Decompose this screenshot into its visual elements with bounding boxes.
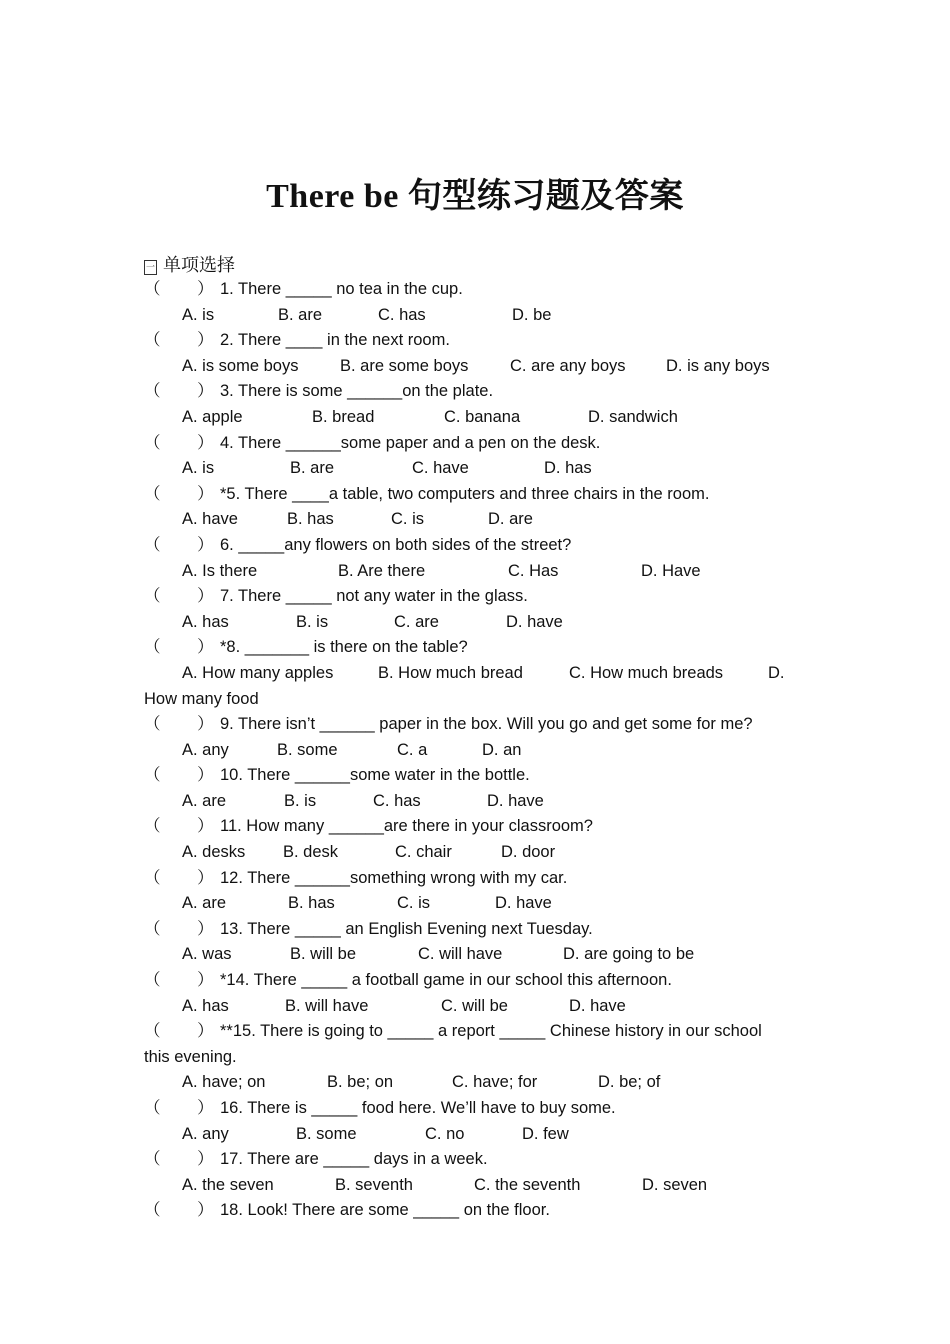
option-a[interactable]: A. has bbox=[182, 996, 229, 1015]
question-text: *8. _______ is there on the table? bbox=[220, 638, 468, 657]
options-row bbox=[144, 354, 804, 380]
option-a[interactable]: A. is some boys bbox=[182, 356, 299, 375]
question-list bbox=[144, 277, 804, 1224]
question-text: 17. There are _____ days in a week. bbox=[220, 1150, 488, 1169]
answer-blank: （ ） bbox=[144, 587, 214, 606]
option-c[interactable]: C. Has bbox=[508, 561, 559, 580]
answer-blank: （ ） bbox=[144, 638, 214, 657]
option-a[interactable]: A. is bbox=[182, 459, 215, 478]
option-b[interactable]: B. Are there bbox=[338, 561, 426, 580]
option-a[interactable]: A. any bbox=[182, 1124, 229, 1143]
option-d[interactable]: D. are going to be bbox=[563, 945, 695, 964]
option-c[interactable]: C. are any boys bbox=[510, 356, 626, 375]
option-b[interactable]: B. is bbox=[296, 612, 329, 631]
option-d[interactable]: D. few bbox=[522, 1124, 569, 1143]
question-text: 9. There isn’t ______ paper in the box. Will you go and get some for me? bbox=[220, 715, 753, 734]
option-d[interactable]: D. are bbox=[488, 510, 533, 529]
option-d[interactable]: D. be; of bbox=[598, 1073, 661, 1092]
question-stem-12 bbox=[144, 866, 804, 892]
option-b[interactable]: B. are bbox=[290, 459, 335, 478]
answer-blank: （ ） bbox=[144, 1022, 214, 1041]
option-c[interactable]: C. has bbox=[378, 305, 426, 324]
question-text: 12. There ______something wrong with my car. bbox=[220, 868, 568, 887]
option-b[interactable]: B. bread bbox=[312, 407, 375, 426]
option-c[interactable]: C. are bbox=[394, 612, 439, 631]
question-stem-8 bbox=[144, 635, 804, 661]
question-text: 1. There _____ no tea in the cup. bbox=[220, 280, 463, 298]
question-stem-18 bbox=[144, 1198, 804, 1224]
option-b[interactable]: B. desk bbox=[283, 843, 339, 862]
option-c[interactable]: C. will be bbox=[441, 996, 508, 1015]
question-stem-4 bbox=[144, 431, 804, 457]
question-text: 6. _____any flowers on both sides of the street? bbox=[220, 535, 572, 554]
options-row bbox=[144, 610, 804, 636]
options-row bbox=[144, 789, 804, 815]
option-b[interactable]: B. some bbox=[277, 740, 338, 759]
option-d[interactable]: D. bbox=[768, 663, 785, 682]
option-c[interactable]: C. banana bbox=[444, 407, 521, 426]
options-row bbox=[144, 661, 804, 687]
option-a[interactable]: A. has bbox=[182, 612, 229, 631]
option-c[interactable]: C. no bbox=[425, 1124, 465, 1143]
option-d[interactable]: D. is any boys bbox=[666, 356, 770, 375]
answer-blank: （ ） bbox=[144, 817, 214, 836]
option-b[interactable]: B. are bbox=[278, 305, 323, 324]
question-stem-14 bbox=[144, 968, 804, 994]
option-b[interactable]: B. has bbox=[287, 510, 334, 529]
question-text: 7. There _____ not any water in the glass. bbox=[220, 587, 528, 606]
option-a[interactable]: A. are bbox=[182, 894, 227, 913]
answer-blank: （ ） bbox=[144, 382, 214, 401]
option-a[interactable]: A. are bbox=[182, 791, 227, 810]
page-title: There be 句型练习题及答案 bbox=[266, 178, 684, 215]
options-row bbox=[144, 840, 804, 866]
option-a[interactable]: A. How many apples bbox=[182, 663, 334, 682]
option-c[interactable]: C. How much breads bbox=[569, 663, 724, 682]
option-a[interactable]: A. have bbox=[182, 510, 238, 529]
answer-blank: （ ） bbox=[144, 484, 214, 503]
answer-blank: （ ） bbox=[144, 1099, 214, 1117]
question-text: 4. There ______some paper and a pen on the desk. bbox=[220, 433, 601, 452]
answer-blank: （ ） bbox=[144, 919, 214, 938]
answer-blank: （ ） bbox=[144, 535, 214, 554]
question-text: *5. There ____a table, two computers and three chairs in the room. bbox=[220, 484, 710, 503]
option-c[interactable]: C. chair bbox=[395, 843, 452, 862]
options-row bbox=[144, 405, 804, 431]
option-c[interactable]: C. will have bbox=[418, 945, 503, 964]
option-b[interactable]: B. some bbox=[296, 1124, 357, 1143]
options-row bbox=[144, 738, 804, 764]
options-row bbox=[144, 456, 804, 482]
answer-blank: （ ） bbox=[144, 971, 214, 990]
option-c[interactable]: C. have bbox=[412, 459, 469, 478]
option-a[interactable]: A. the seven bbox=[182, 1175, 274, 1194]
question-stem-9 bbox=[144, 712, 804, 738]
question-stem-3 bbox=[144, 379, 804, 405]
question-text: 10. There ______some water in the bottle. bbox=[220, 766, 530, 785]
question-stem-5 bbox=[144, 482, 804, 508]
option-a[interactable]: A. was bbox=[182, 945, 232, 964]
question-stem-10 bbox=[144, 763, 804, 789]
options-row bbox=[144, 1173, 804, 1199]
question-text: 2. There ____ in the next room. bbox=[220, 331, 450, 350]
question-stem-7 bbox=[144, 584, 804, 610]
option-d[interactable]: D. have bbox=[506, 612, 563, 631]
options-row bbox=[144, 559, 804, 585]
options-row bbox=[144, 507, 804, 533]
options-row bbox=[144, 1122, 804, 1148]
option-c[interactable]: C. the seventh bbox=[474, 1175, 581, 1194]
option-d[interactable]: D. door bbox=[501, 843, 556, 862]
question-text: 3. There is some ______on the plate. bbox=[220, 382, 494, 401]
answer-blank: （ ） bbox=[144, 331, 214, 350]
option-wrap: How many food bbox=[144, 689, 259, 708]
option-d[interactable]: D. be bbox=[512, 305, 552, 324]
option-d[interactable]: D. sandwich bbox=[588, 407, 678, 426]
option-d[interactable]: D. has bbox=[544, 459, 592, 478]
answer-blank: （ ） bbox=[144, 433, 214, 452]
question-text: 16. There is _____ food here. We’ll have to buy some. bbox=[220, 1099, 616, 1117]
option-a[interactable]: A. have; on bbox=[182, 1073, 266, 1092]
answer-blank: （ ） bbox=[144, 280, 214, 298]
option-a[interactable]: A. any bbox=[182, 740, 229, 759]
section-label: 单项选择 bbox=[163, 255, 235, 275]
question-text-wrap: this evening. bbox=[144, 1047, 237, 1066]
options-row bbox=[144, 1070, 804, 1096]
option-c[interactable]: C. is bbox=[397, 894, 430, 913]
option-d[interactable]: D. have bbox=[569, 996, 626, 1015]
option-b[interactable]: B. are some boys bbox=[340, 356, 469, 375]
options-row bbox=[144, 303, 804, 329]
option-b[interactable]: B. How much bread bbox=[378, 663, 523, 682]
option-b[interactable]: B. seventh bbox=[335, 1175, 413, 1194]
option-d[interactable]: D. have bbox=[487, 791, 544, 810]
option-c[interactable]: C. is bbox=[391, 510, 424, 529]
option-b[interactable]: B. is bbox=[284, 791, 317, 810]
answer-blank: （ ） bbox=[144, 1201, 214, 1220]
option-a[interactable]: A. apple bbox=[182, 407, 243, 426]
question-stem-1 bbox=[144, 277, 804, 303]
option-b[interactable]: B. be; on bbox=[327, 1073, 394, 1092]
question-stem-16 bbox=[144, 1096, 804, 1122]
question-stem-6 bbox=[144, 533, 804, 559]
section-marker: 一 bbox=[144, 260, 157, 275]
option-a[interactable]: A. Is there bbox=[182, 561, 258, 580]
option-d[interactable]: D. seven bbox=[642, 1175, 708, 1194]
question-stem-11 bbox=[144, 814, 804, 840]
option-c[interactable]: C. has bbox=[373, 791, 421, 810]
option-b[interactable]: B. will be bbox=[290, 945, 357, 964]
options-row bbox=[144, 994, 804, 1020]
option-d[interactable]: D. Have bbox=[641, 561, 701, 580]
question-text: 13. There _____ an English Evening next Tuesday. bbox=[220, 919, 593, 938]
options-row bbox=[144, 891, 804, 917]
question-text: 11. How many ______are there in your classroom? bbox=[220, 817, 593, 836]
options-row bbox=[144, 942, 804, 968]
answer-blank: （ ） bbox=[144, 868, 214, 887]
question-stem-2 bbox=[144, 328, 804, 354]
question-stem-15 bbox=[144, 1019, 804, 1045]
answer-blank: （ ） bbox=[144, 766, 214, 785]
question-text: *14. There _____ a football game in our school this afternoon. bbox=[220, 971, 672, 990]
option-d[interactable]: D. have bbox=[495, 894, 552, 913]
option-b[interactable]: B. has bbox=[288, 894, 335, 913]
option-b[interactable]: B. will have bbox=[285, 996, 369, 1015]
section-heading bbox=[144, 251, 235, 277]
option-c[interactable]: C. a bbox=[397, 740, 428, 759]
option-a[interactable]: A. is bbox=[182, 305, 215, 324]
question-stem-17 bbox=[144, 1147, 804, 1173]
question-stem-13 bbox=[144, 917, 804, 943]
option-d[interactable]: D. an bbox=[482, 740, 522, 759]
option-c[interactable]: C. have; for bbox=[452, 1073, 538, 1092]
answer-blank: （ ） bbox=[144, 1150, 214, 1169]
question-text: **15. There is going to _____ a report _____ Chinese history in our school bbox=[220, 1022, 762, 1041]
question-text: 18. Look! There are some _____ on the floor. bbox=[220, 1201, 550, 1220]
answer-blank: （ ） bbox=[144, 715, 214, 734]
option-a[interactable]: A. desks bbox=[182, 843, 246, 862]
